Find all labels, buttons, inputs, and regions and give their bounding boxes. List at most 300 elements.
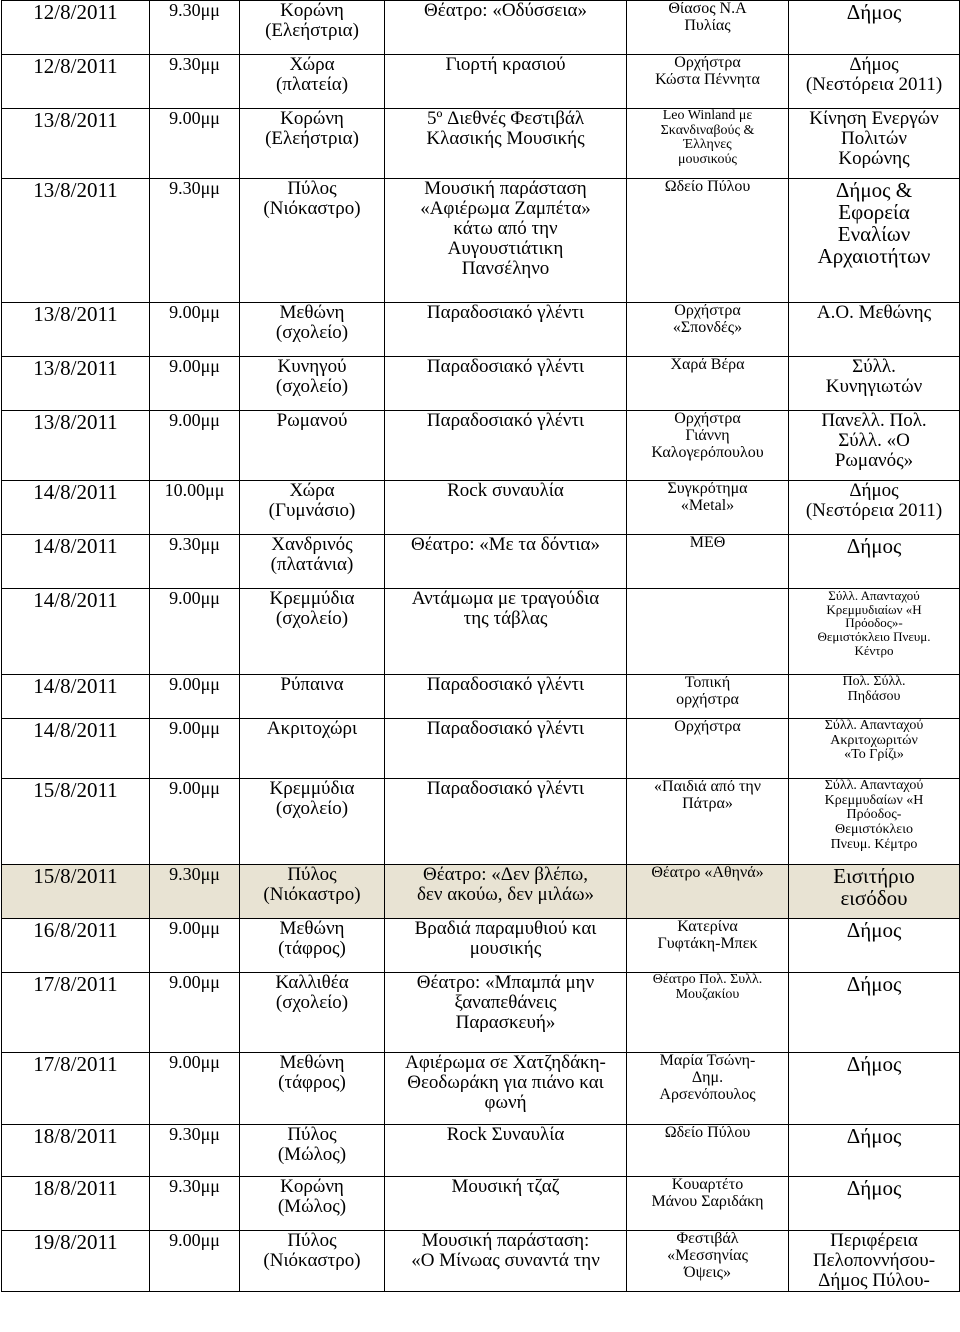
date-cell: [2, 179, 150, 303]
organizer-cell: [789, 779, 960, 865]
venue-line: Κρεμμύδια: [269, 588, 355, 609]
date-cell: [2, 1053, 150, 1125]
venue-cell: [240, 55, 385, 109]
time-text: 9.00μμ: [169, 1052, 220, 1072]
date-text: 16/8/2011: [33, 918, 118, 942]
performer-line: Θίασος Ν.Α: [668, 0, 747, 17]
time-cell: [150, 179, 240, 303]
time-text: 10.00μμ: [164, 480, 225, 500]
event-line: Παραδοσιακό γλέντι: [426, 302, 585, 323]
date-text: 15/8/2011: [33, 864, 118, 888]
performer-line: Ορχήστρα: [674, 302, 741, 319]
organizer-cell: [789, 973, 960, 1053]
event-line: Θέατρο: «Δεν βλέπω,: [422, 864, 589, 885]
time-cell: [150, 719, 240, 779]
performer-line: Κουαρτέτο: [671, 1176, 744, 1193]
table-row: [2, 1, 960, 55]
venue-line: (πλατάνια): [270, 553, 354, 575]
event-line: φωνή: [484, 1091, 527, 1113]
time-text: 9.00μμ: [169, 302, 220, 322]
organizer-line: Εφορεία: [838, 200, 910, 225]
time-cell: [150, 865, 240, 919]
performer-cell: [627, 55, 789, 109]
table-row: [2, 919, 960, 973]
venue-cell: [240, 919, 385, 973]
date-cell: [2, 1231, 150, 1292]
date-cell: [2, 865, 150, 919]
organizer-line: Σύλλ. Απανταχού: [824, 778, 924, 793]
performer-line: Leo Winland με: [662, 108, 753, 123]
organizer-line: Δήμος: [846, 1124, 902, 1148]
table-row: [2, 1053, 960, 1125]
performer-cell: [627, 675, 789, 719]
table-row: [2, 481, 960, 535]
performer-line: Έλληνες: [683, 137, 732, 153]
venue-line: (πλατεία): [275, 73, 349, 95]
event-line: Rock συναυλία: [447, 480, 564, 501]
time-text: 9.30μμ: [169, 0, 220, 20]
organizer-line: «Το Γρίζι»: [844, 747, 904, 763]
organizer-line: Δήμος &: [835, 178, 913, 202]
organizer-line: Θεμιστόκλειο Πνευμ.: [817, 628, 931, 644]
organizer-cell: [789, 589, 960, 675]
schedule-body: [2, 1, 960, 1292]
date-cell: [2, 1177, 150, 1231]
date-text: 14/8/2011: [33, 718, 118, 742]
organizer-line: (Νεστόρεια 2011): [805, 73, 943, 95]
time-cell: [150, 535, 240, 589]
organizer-line: Πνευμ. Κέμτρο: [830, 836, 918, 852]
table-row: [2, 179, 960, 303]
time-cell: [150, 1053, 240, 1125]
performer-line: Μάνου Σαριδάκη: [651, 1192, 764, 1210]
date-text: 15/8/2011: [33, 778, 118, 802]
organizer-line: Κυνηγιωτών: [825, 375, 923, 397]
venue-line: Πύλος: [287, 1124, 337, 1145]
venue-line: Πύλος: [287, 178, 337, 199]
venue-cell: [240, 535, 385, 589]
performer-line: Συγκρότημα: [667, 480, 748, 497]
date-text: 13/8/2011: [33, 302, 118, 326]
table-row: [2, 109, 960, 179]
time-cell: [150, 919, 240, 973]
venue-cell: [240, 1177, 385, 1231]
performer-cell: [627, 411, 789, 481]
date-cell: [2, 481, 150, 535]
performer-line: Κώστα Πέννητα: [655, 70, 760, 88]
organizer-line: Κρεμμυδιαίων «Η: [826, 601, 922, 617]
venue-cell: [240, 719, 385, 779]
schedule-table: [1, 0, 960, 1292]
organizer-line: Αρχαιοτήτων: [817, 244, 931, 269]
date-text: 18/8/2011: [33, 1124, 118, 1148]
event-cell: [385, 1231, 627, 1292]
venue-cell: [240, 973, 385, 1053]
organizer-cell: [789, 1, 960, 55]
time-text: 9.00μμ: [169, 1230, 220, 1250]
event-line: 5º Διεθνές Φεστιβάλ: [426, 108, 585, 129]
event-cell: [385, 481, 627, 535]
time-text: 9.00μμ: [169, 972, 220, 992]
venue-line: Ρωμανού: [276, 410, 348, 431]
event-line: κάτω από την: [453, 217, 558, 239]
performer-line: Γιάννη: [685, 426, 730, 444]
organizer-line: Σύλλ. «Ο: [838, 429, 910, 451]
venue-cell: [240, 675, 385, 719]
performer-cell: [627, 179, 789, 303]
performer-cell: [627, 1125, 789, 1177]
event-cell: [385, 55, 627, 109]
performer-line: Σκανδιναβούς &: [660, 122, 755, 138]
event-cell: [385, 1, 627, 55]
event-line: Παραδοσιακό γλέντι: [426, 356, 585, 377]
performer-line: Κατερίνα: [677, 918, 738, 935]
venue-line: (Νιόκαστρο): [263, 1249, 361, 1271]
organizer-line: Δήμος: [846, 1176, 902, 1200]
organizer-line: Κρεμμυδαίων «Η: [824, 792, 924, 808]
performer-cell: [627, 109, 789, 179]
performer-cell: [627, 1177, 789, 1231]
event-cell: [385, 109, 627, 179]
date-text: 13/8/2011: [33, 108, 118, 132]
event-line: Γιορτή κρασιού: [445, 54, 566, 75]
time-text: 9.00μμ: [169, 718, 220, 738]
time-cell: [150, 1125, 240, 1177]
event-cell: [385, 779, 627, 865]
event-line: Θέατρο: «Οδύσσεια»: [424, 0, 587, 21]
performer-cell: [627, 919, 789, 973]
venue-line: Πύλος: [287, 1230, 337, 1251]
event-line: Θέατρο: «Με τα δόντια»: [410, 534, 600, 555]
venue-line: Μεθώνη: [279, 302, 345, 323]
performer-cell: [627, 481, 789, 535]
organizer-cell: [789, 1177, 960, 1231]
table-row: [2, 719, 960, 779]
date-text: 18/8/2011: [33, 1176, 118, 1200]
organizer-cell: [789, 357, 960, 411]
venue-line: Ρύπαινα: [280, 674, 344, 695]
performer-line: Μουζακίου: [675, 986, 740, 1002]
organizer-cell: [789, 109, 960, 179]
organizer-line: Πανελλ. Πολ.: [821, 410, 927, 431]
performer-line: «Σπονδές»: [672, 318, 743, 336]
organizer-line: Δήμος: [846, 534, 902, 558]
organizer-line: Πρόοδος-: [846, 807, 902, 823]
event-cell: [385, 179, 627, 303]
event-cell: [385, 303, 627, 357]
event-line: Παραδοσιακό γλέντι: [426, 410, 585, 431]
organizer-line: Δήμος: [846, 972, 902, 996]
date-cell: [2, 303, 150, 357]
event-line: Θέατρο: «Μπαμπά μην: [416, 972, 595, 993]
organizer-line: Δήμος: [846, 918, 902, 942]
organizer-cell: [789, 481, 960, 535]
event-cell: [385, 411, 627, 481]
event-cell: [385, 357, 627, 411]
organizer-line: εισόδου: [840, 886, 908, 911]
venue-line: Καλλιθέα: [275, 972, 349, 993]
performer-line: «Μεσσηνίας: [667, 1246, 748, 1264]
time-text: 9.30μμ: [169, 1124, 220, 1144]
table-row: [2, 779, 960, 865]
performer-cell: [627, 535, 789, 589]
event-line: «Αφιέρωμα Ζαμπέτα»: [420, 197, 591, 219]
event-line: Rock Συναυλία: [446, 1124, 565, 1145]
time-text: 9.00μμ: [169, 674, 220, 694]
date-cell: [2, 719, 150, 779]
organizer-cell: [789, 535, 960, 589]
date-cell: [2, 973, 150, 1053]
venue-line: (τάφρος): [278, 1071, 346, 1093]
organizer-line: Δήμος Πύλου-: [818, 1269, 930, 1291]
table-row: [2, 973, 960, 1053]
organizer-line: Κέντρο: [854, 642, 894, 658]
event-cell: [385, 919, 627, 973]
venue-line: Κυνηγού: [277, 356, 347, 377]
organizer-line: Σύλλ. Απανταχού: [828, 588, 920, 603]
date-cell: [2, 779, 150, 865]
time-cell: [150, 303, 240, 357]
date-cell: [2, 357, 150, 411]
time-cell: [150, 1231, 240, 1292]
date-text: 14/8/2011: [33, 674, 118, 698]
organizer-cell: [789, 303, 960, 357]
organizer-line: Δήμος: [846, 0, 902, 24]
venue-cell: [240, 179, 385, 303]
venue-line: (Νιόκαστρο): [263, 883, 361, 905]
table-row: [2, 55, 960, 109]
time-text: 9.00μμ: [169, 918, 220, 938]
date-cell: [2, 1, 150, 55]
time-cell: [150, 1177, 240, 1231]
venue-cell: [240, 589, 385, 675]
venue-line: (Μώλος): [277, 1143, 347, 1165]
date-text: 14/8/2011: [33, 534, 118, 558]
date-text: 13/8/2011: [33, 178, 118, 202]
time-text: 9.00μμ: [169, 108, 220, 128]
time-text: 9.30μμ: [169, 864, 220, 884]
date-cell: [2, 589, 150, 675]
performer-cell: [627, 589, 789, 675]
event-cell: [385, 865, 627, 919]
venue-line: (σχολείο): [275, 375, 349, 397]
organizer-line: Περιφέρεια: [830, 1230, 918, 1251]
venue-line: Μεθώνη: [279, 1052, 345, 1073]
venue-cell: [240, 779, 385, 865]
event-line: Παραδοσιακό γλέντι: [426, 718, 585, 739]
venue-line: Κρεμμύδια: [269, 778, 355, 799]
performer-cell: [627, 779, 789, 865]
event-line: Μουσική τζαζ: [451, 1176, 560, 1197]
performer-line: Θέατρο Πολ. Συλλ.: [652, 972, 763, 987]
performer-line: Ορχήστρα: [674, 718, 741, 735]
table-row: [2, 1231, 960, 1292]
organizer-line: Ρωμανός»: [834, 449, 914, 471]
table-row: [2, 589, 960, 675]
table-row: [2, 411, 960, 481]
venue-cell: [240, 357, 385, 411]
venue-line: (σχολείο): [275, 797, 349, 819]
time-cell: [150, 589, 240, 675]
time-cell: [150, 411, 240, 481]
event-cell: [385, 719, 627, 779]
venue-line: Κορώνη: [280, 0, 344, 21]
event-line: Παραδοσιακό γλέντι: [426, 778, 585, 799]
venue-line: Χώρα: [289, 480, 335, 501]
organizer-cell: [789, 719, 960, 779]
event-line: Κλασικής Μουσικής: [426, 127, 585, 149]
date-cell: [2, 109, 150, 179]
date-cell: [2, 535, 150, 589]
organizer-cell: [789, 1125, 960, 1177]
table-row: [2, 675, 960, 719]
performer-cell: [627, 357, 789, 411]
venue-cell: [240, 411, 385, 481]
date-cell: [2, 411, 150, 481]
time-text: 9.30μμ: [169, 534, 220, 554]
time-text: 9.00μμ: [169, 588, 220, 608]
time-text: 9.00μμ: [169, 410, 220, 430]
event-cell: [385, 535, 627, 589]
performer-line: Ωδείο Πύλου: [664, 178, 751, 195]
date-text: 19/8/2011: [33, 1230, 118, 1254]
date-text: 14/8/2011: [33, 480, 118, 504]
date-text: 13/8/2011: [33, 410, 118, 434]
performer-line: ορχήστρα: [676, 690, 739, 708]
performer-line: Ορχήστρα: [674, 54, 741, 71]
organizer-line: Δήμος: [849, 54, 899, 75]
performer-line: Πυλίας: [684, 16, 731, 34]
organizer-cell: [789, 179, 960, 303]
time-text: 9.30μμ: [169, 54, 220, 74]
organizer-line: Εναλίων: [837, 222, 911, 247]
event-line: της τάβλας: [463, 607, 548, 629]
venue-line: (Ελεήστρια): [265, 127, 359, 149]
table-row: [2, 1177, 960, 1231]
performer-line: Όψεις»: [684, 1263, 731, 1281]
performer-line: Χαρά Βέρα: [670, 356, 745, 373]
performer-line: Τοπική: [684, 674, 731, 691]
venue-cell: [240, 109, 385, 179]
event-line: Αυγουστιάτικη: [447, 237, 564, 259]
organizer-line: Α.Ο. Μεθώνης: [816, 302, 932, 323]
venue-cell: [240, 303, 385, 357]
performer-line: Φεστιβάλ: [676, 1230, 739, 1247]
time-cell: [150, 675, 240, 719]
event-cell: [385, 1125, 627, 1177]
organizer-cell: [789, 1053, 960, 1125]
organizer-line: Πρόοδος»-: [845, 615, 903, 631]
time-text: 9.30μμ: [169, 1176, 220, 1196]
performer-line: «Metal»: [680, 496, 735, 514]
organizer-line: Πηδάσου: [847, 688, 901, 704]
event-line: «Ο Μίνωας συναντά την: [411, 1249, 600, 1271]
performer-line: Γυφτάκη-Μπεκ: [657, 934, 758, 952]
organizer-cell: [789, 919, 960, 973]
time-cell: [150, 481, 240, 535]
performer-line: Πάτρα»: [682, 794, 733, 812]
venue-line: (τάφρος): [278, 937, 346, 959]
date-text: 12/8/2011: [33, 54, 118, 78]
venue-cell: [240, 1, 385, 55]
performer-line: Ορχήστρα: [674, 410, 741, 427]
venue-line: (Νιόκαστρο): [263, 197, 361, 219]
date-text: 14/8/2011: [33, 588, 118, 612]
event-cell: [385, 1177, 627, 1231]
time-cell: [150, 357, 240, 411]
performer-cell: [627, 1231, 789, 1292]
date-cell: [2, 919, 150, 973]
organizer-line: (Νεστόρεια 2011): [805, 499, 943, 521]
table-row: [2, 1125, 960, 1177]
table-row: [2, 303, 960, 357]
venue-cell: [240, 1053, 385, 1125]
venue-cell: [240, 865, 385, 919]
event-line: Μουσική παράσταση:: [421, 1230, 590, 1251]
date-text: 17/8/2011: [33, 972, 118, 996]
performer-line: Μαρία Τσώνη-: [659, 1052, 756, 1069]
organizer-line: Θεμιστόκλειο: [835, 822, 913, 838]
organizer-cell: [789, 865, 960, 919]
event-line: Θεοδωράκη για πιάνο και: [407, 1071, 604, 1093]
event-cell: [385, 589, 627, 675]
venue-line: (σχολείο): [275, 607, 349, 629]
event-line: ξαναπεθάνεις: [454, 991, 557, 1013]
event-line: μουσικής: [469, 937, 542, 959]
date-cell: [2, 1125, 150, 1177]
performer-cell: [627, 303, 789, 357]
organizer-cell: [789, 1231, 960, 1292]
venue-line: Πύλος: [287, 864, 337, 885]
event-cell: [385, 675, 627, 719]
date-cell: [2, 675, 150, 719]
event-cell: [385, 1053, 627, 1125]
performer-line: ΜΕΘ: [689, 534, 726, 551]
date-text: 17/8/2011: [33, 1052, 118, 1076]
time-text: 9.00μμ: [169, 356, 220, 376]
organizer-line: Κορώνης: [838, 147, 910, 169]
date-text: 13/8/2011: [33, 356, 118, 380]
venue-line: Κορώνη: [280, 1176, 344, 1197]
venue-line: Κορώνη: [280, 108, 344, 129]
organizer-line: Πολιτών: [840, 127, 908, 149]
table-row: [2, 865, 960, 919]
organizer-cell: [789, 55, 960, 109]
organizer-line: Δήμος: [849, 480, 899, 501]
venue-line: (σχολείο): [275, 991, 349, 1013]
event-cell: [385, 973, 627, 1053]
time-cell: [150, 1, 240, 55]
event-line: Αντάμωμα με τραγούδια: [411, 588, 600, 609]
performer-line: Δημ.: [691, 1068, 724, 1086]
event-line: Παρασκευή»: [455, 1011, 556, 1033]
performer-line: Θέατρο «Αθηνά»: [651, 864, 764, 881]
organizer-cell: [789, 411, 960, 481]
performer-cell: [627, 1053, 789, 1125]
organizer-line: Ακριτοχωριτών: [830, 732, 918, 748]
performer-line: Καλογερόπουλου: [651, 443, 764, 461]
venue-cell: [240, 1125, 385, 1177]
organizer-line: Σύλλ. Απανταχού: [824, 718, 924, 733]
performer-cell: [627, 719, 789, 779]
organizer-line: Κίνηση Ενεργών: [809, 108, 939, 129]
organizer-cell: [789, 675, 960, 719]
table-row: [2, 357, 960, 411]
venue-line: (Μώλος): [277, 1195, 347, 1217]
organizer-line: Πολ. Σύλλ.: [842, 674, 906, 689]
event-line: Αφιέρωμα σε Χατζηδάκη-: [405, 1052, 606, 1073]
performer-cell: [627, 865, 789, 919]
